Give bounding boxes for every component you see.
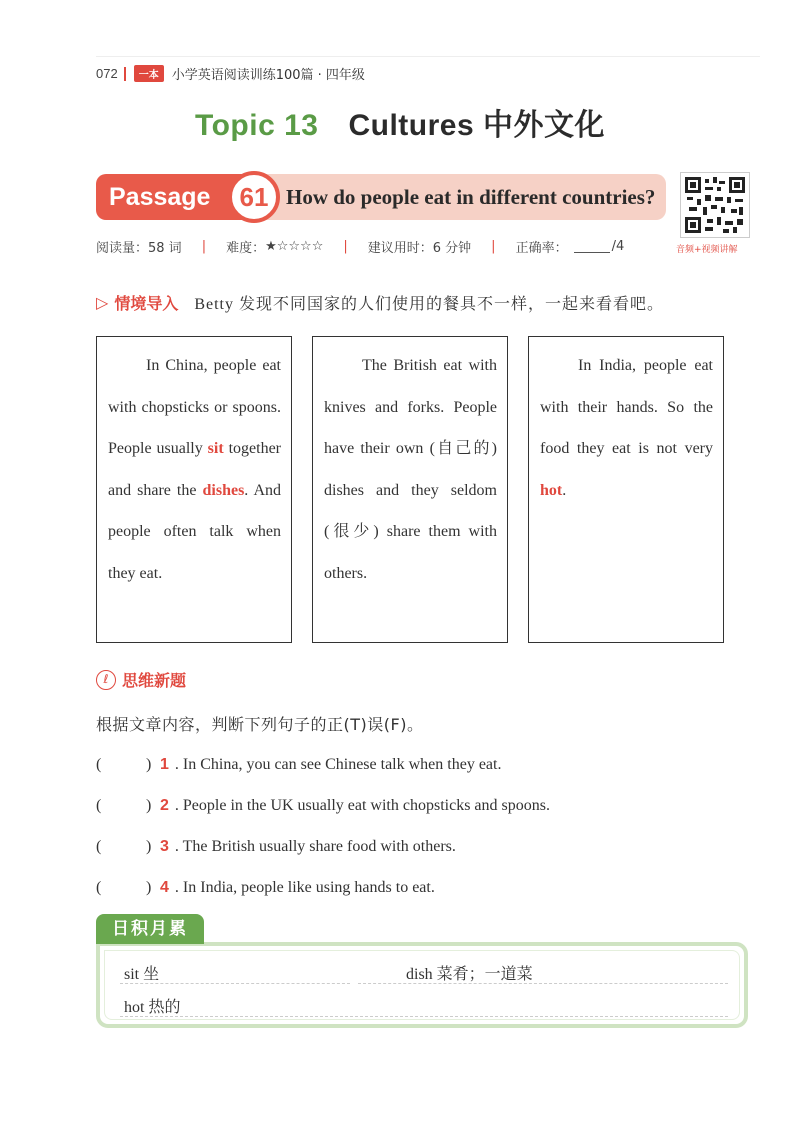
thinking-label: 思维新题 <box>122 671 187 690</box>
vocabulary-title: 日积月累 <box>96 914 204 944</box>
question-item <box>96 756 501 774</box>
answer-blank-close: ) <box>146 797 152 814</box>
intro-label: 情境导入 <box>114 294 179 313</box>
thinking-section <box>96 668 186 691</box>
passage-question: How do people eat in different countries? <box>286 185 656 209</box>
question-number: 3 <box>160 838 169 855</box>
accuracy-total: /4 <box>611 239 625 254</box>
topic-name: Cultures 中外文化 <box>348 109 605 142</box>
question-number: 2 <box>160 797 169 814</box>
reading-meta <box>96 237 624 256</box>
question-item <box>96 838 456 856</box>
header-divider <box>124 67 126 81</box>
question-number: 1 <box>160 756 169 773</box>
book-title: 小学英语阅读训练100篇 · 四年级 <box>171 68 365 83</box>
answer-blank-close: ) <box>146 838 152 855</box>
intro-section <box>96 291 664 314</box>
passage-text: . <box>562 481 567 499</box>
answer-blank-close: ) <box>146 756 152 773</box>
accuracy-label: 正确率： <box>515 241 568 256</box>
question-item <box>96 879 435 897</box>
passage-text: In China, people eat with chopsticks or spoons. People usually <box>108 357 281 457</box>
page-header <box>96 64 365 83</box>
answer-blank-close: ) <box>146 879 152 896</box>
triangle-icon: ▷ <box>96 293 109 312</box>
answer-blank-open[interactable]: ( <box>96 797 102 814</box>
passage-box-india <box>528 336 724 643</box>
question-item <box>96 797 550 815</box>
topic-number: Topic 13 <box>194 109 319 142</box>
pen-icon: ℓ <box>96 670 116 690</box>
suggested-time: 建议用时：6 分钟 <box>367 241 472 256</box>
keyword-sit: sit <box>207 440 224 457</box>
passage-text: . And people often talk when they eat. <box>108 481 281 582</box>
vocab-divider <box>120 983 350 984</box>
vocab-divider <box>120 1016 728 1017</box>
accuracy-blank[interactable] <box>574 241 610 253</box>
question-number: 4 <box>160 879 169 896</box>
difficulty-label: 难度： <box>226 241 266 256</box>
page-number: 072 <box>96 66 118 81</box>
meta-divider: | <box>343 239 348 254</box>
vocabulary-box <box>96 942 748 1028</box>
question-text: . In China, you can see Chinese talk when they eat. <box>174 756 502 773</box>
passage-banner <box>96 174 666 220</box>
qr-code-icon <box>685 177 745 233</box>
question-text: . The British usually share food with others. <box>174 838 456 855</box>
meta-divider: | <box>201 239 207 254</box>
qr-code[interactable] <box>680 172 750 238</box>
vocab-item: sit 坐 <box>124 966 160 983</box>
instruction: 根据文章内容，判断下列句子的正(T)误(F)。 <box>96 715 424 734</box>
vocab-item: hot 热的 <box>124 999 181 1016</box>
brand-logo: 一本 <box>134 65 164 82</box>
question-text: . In India, people like using hands to eat. <box>174 879 435 896</box>
vocab-divider <box>358 983 728 984</box>
reading-count: 阅读量：58 词 <box>96 241 182 256</box>
intro-text: Betty 发现不同国家的人们使用的餐具不一样，一起来看看吧。 <box>194 296 664 313</box>
qr-caption: 音频+视频讲解 <box>676 245 738 255</box>
top-rule <box>96 56 760 57</box>
keyword-dishes: dishes <box>202 481 245 499</box>
answer-blank-open[interactable]: ( <box>96 756 102 773</box>
passage-text: In India, people eat with their hands. So the food they eat is not very <box>540 357 713 457</box>
vocab-item: dish 菜肴；一道菜 <box>406 966 533 983</box>
topic-title <box>0 100 800 144</box>
passage-label: Passage <box>96 174 248 220</box>
passage-number: 61 <box>228 171 280 223</box>
passage-text: The British eat with knives and forks. People have their own (自己的) dishes and they seldom (很少) share them with others. <box>324 357 497 582</box>
passage-box-china <box>96 336 292 643</box>
keyword-hot: hot <box>540 481 563 499</box>
meta-divider: | <box>491 239 496 254</box>
passage-text: together and share the <box>108 440 281 499</box>
answer-blank-open[interactable]: ( <box>96 879 102 896</box>
passage-box-britain <box>312 336 508 643</box>
difficulty-stars: ★☆☆☆☆ <box>265 239 324 254</box>
question-text: . People in the UK usually eat with chopsticks and spoons. <box>174 797 550 814</box>
answer-blank-open[interactable]: ( <box>96 838 102 855</box>
